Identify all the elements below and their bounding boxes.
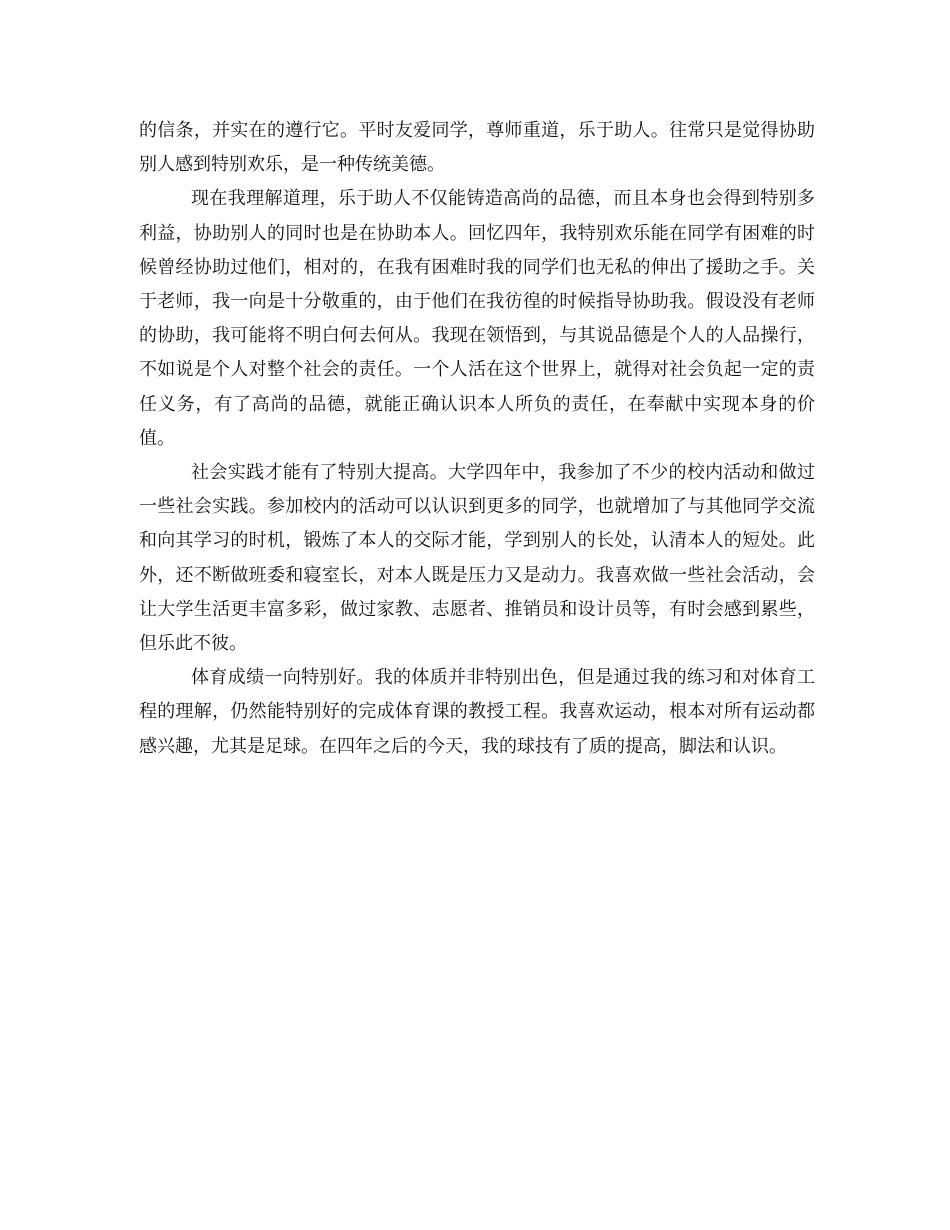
document-body xyxy=(139,114,815,764)
paragraph-sports: 体育成绩一向特别好。我的体质并非特别出色，但是通过我的练习和对体育工程的理解，仍然能特别好的完成体育课的教授工程。我喜欢运动，根本对所有运动都感兴趣，尤其是足球。在四年之后的今天，我的球技有了质的提高，脚法和认识。 xyxy=(139,667,815,757)
paragraph-helping-others: 现在我理解道理，乐于助人不仅能铸造高尚的品德，而且本身也会得到特别多利益，协助别人的同时也是在协助本人。回忆四年，我特别欢乐能在同学有困难的时候曾经协助过他们，相对的，在我有困难时我的同学们也无私的伸出了援助之手。关于老师，我一向是十分敬重的，由于他们在我彷徨的时候指导协助我。假设没有老师的协助，我可能将不明白何去何从。我现在领悟到，与其说品德是个人的人品操行，不如说是个人对整个社会的责任。一个人活在这个世界上，就得对社会负起一定的责任义务，有了高尚的品德，就能正确认识本人所负的责任，在奉献中实现本身的价值。 xyxy=(139,188,815,449)
paragraph-social-practice: 社会实践才能有了特别大提高。大学四年中，我参加了不少的校内活动和做过一些社会实践。参加校内的活动可以认识到更多的同学，也就增加了与其他同学交流和向其学习的时机，锻炼了本人的交际才能，学到别人的长处，认清本人的短处。此外，还不断做班委和寝室长，对本人既是压力又是动力。我喜欢做一些社会活动，会让大学生活更丰富多彩，做过家教、志愿者、推销员和设计员等，有时会感到累些，但乐此不彼。 xyxy=(139,462,815,655)
paragraph-virtue-continued: 的信条，并实在的遵行它。平时友爱同学，尊师重道，乐于助人。往常只是觉得协助别人感到特别欢乐，是一种传统美德。 xyxy=(139,120,815,176)
